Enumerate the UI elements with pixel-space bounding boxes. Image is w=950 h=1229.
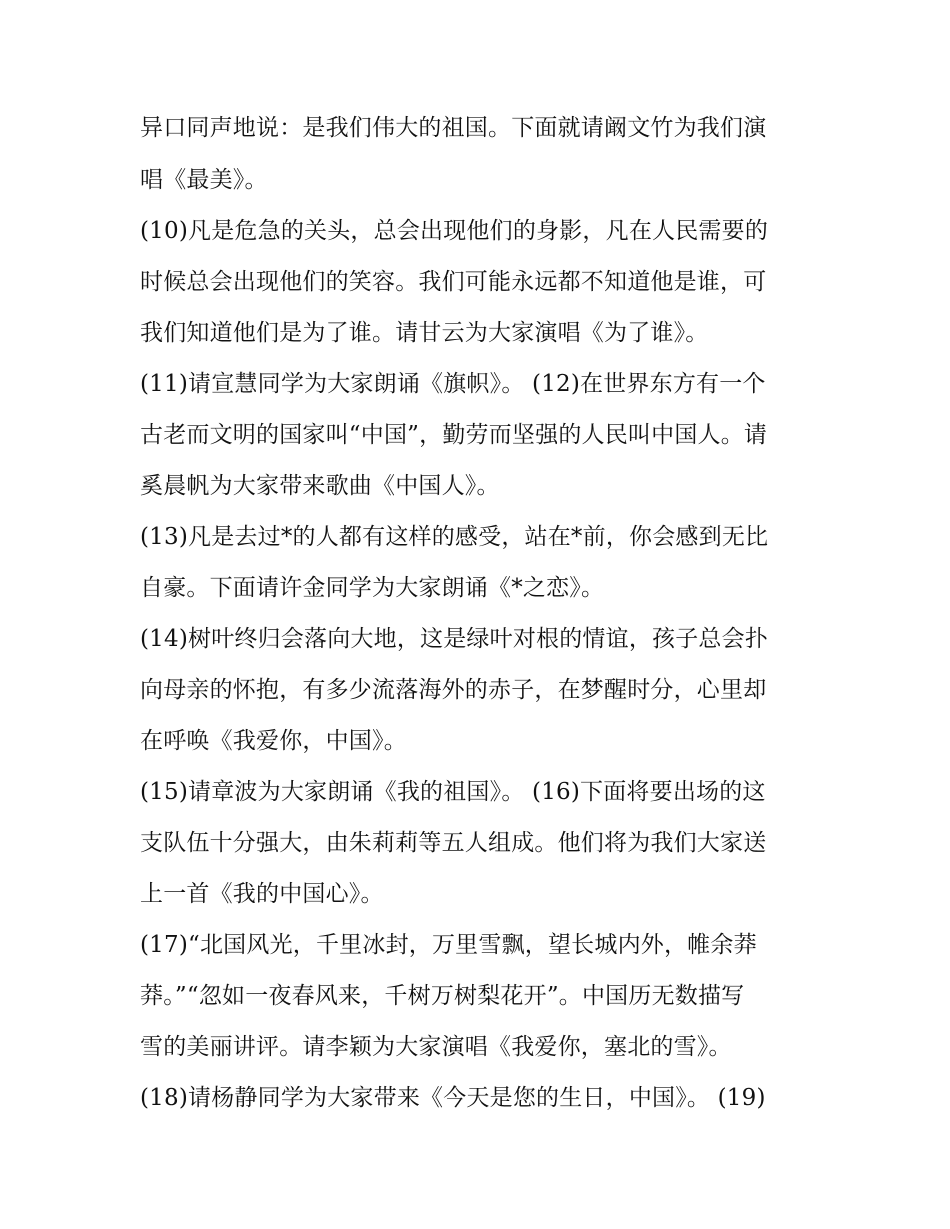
text-line: 奚晨帆为大家带来歌曲《中国人》。 [140, 473, 500, 499]
text-line: 唱《最美》。 [140, 167, 268, 193]
text-line: 向母亲的怀抱，有多少流落海外的赤子，在梦醒时分，心里却 [140, 677, 767, 703]
text-line: (18)请杨静同学为大家带来《今天是您的生日，中国》。 (19) [140, 1085, 766, 1111]
text-line: 莽。”“忽如一夜春风来，千树万树梨花开”。中国历无数描写 [140, 983, 745, 1009]
text-line: 我们知道他们是为了谁。请甘云为大家演唱《为了谁》。 [140, 320, 709, 346]
text-line: (14)树叶终归会落向大地，这是绿叶对根的情谊，孩子总会扑 [140, 626, 769, 652]
text-line: (17)“北国风光，千里冰封，万里雪飘，望长城内外，帷余莽 [140, 932, 757, 958]
text-line: (15)请章波为大家朗诵《我的祖国》。 (16)下面将要出场的这 [140, 779, 766, 805]
text-line: (11)请宣慧同学为大家朗诵《旗帜》。 (12)在世界东方有一个 [140, 371, 766, 397]
text-line: 在呼唤《我爱你，中国》。 [140, 728, 407, 754]
text-line: 自豪。下面请许金同学为大家朗诵《*之恋》。 [140, 575, 605, 601]
text-line: (10)凡是危急的关头，总会出现他们的身影，凡在人民需要的 [140, 218, 769, 244]
text-line: 雪的美丽讲评。请李颖为大家演唱《我爱你，塞北的雪》。 [140, 1034, 732, 1060]
text-line: 支队伍十分强大，由朱莉莉等五人组成。他们将为我们大家送 [140, 830, 767, 856]
text-line: 异口同声地说：是我们伟大的祖国。下面就请阚文竹为我们演 [140, 115, 767, 141]
text-line: (13)凡是去过*的人都有这样的感受，站在*前，你会感到无比 [140, 524, 769, 550]
text-line: 古老而文明的国家叫“中国”，勤劳而坚强的人民叫中国人。请 [140, 422, 768, 448]
text-line: 时候总会出现他们的笑容。我们可能永远都不知道他是谁，可 [140, 269, 767, 295]
text-line: 上一首《我的中国心》。 [140, 881, 384, 907]
